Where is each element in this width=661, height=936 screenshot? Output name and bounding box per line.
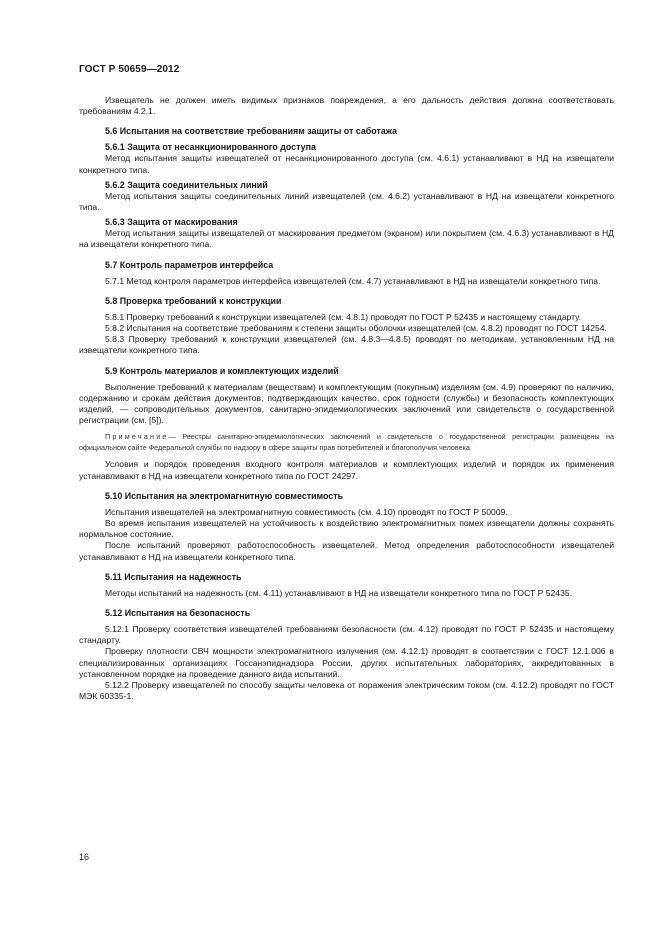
paragraph: После испытаний проверяют работоспособность извещателей. Метод определения работоспособности извещателей устанавливают в НД на извещатели конкретного типа. xyxy=(79,540,614,562)
document-body xyxy=(79,95,614,703)
paragraph: 5.8.3 Проверку требований к конструкции извещателей (см. 4.8.3—4.8.5) проводят по методикам, установленным НД на извещатели конкретного типа. xyxy=(79,334,614,356)
note-text: — Реестры санитарно-эпидемиологических заключений и свидетельств о государственной регистрации размещены на официальном сайте Федеральной службы по надзору в сфере защиты прав потребителей и благополучия человека. xyxy=(79,432,614,452)
note xyxy=(79,432,614,453)
paragraph: Во время испытания извещателей на устойчивость к воздействию электромагнитных помех извещатели должны сохранять нормальное состояние. xyxy=(79,518,614,540)
paragraph: 5.12.1 Проверку соответствия извещателей требованиям безопасности (см. 4.12) проводят по ГОСТ Р 52435 и настоящему стандарту. xyxy=(79,624,614,646)
paragraph: Выполнение требований к материалам (веществам) и комплектующим (покупным) изделиям (см. 4.9) проверяют по наличию, содержанию и срокам действия документов, подтверждающих качество, срок годности (службы) и безопасность комплектующих изделий, — сопроводительных документов, санитарно-эпидемиологических заключений или свидетельств о государственной регистрации (см. [5]). xyxy=(79,381,614,426)
paragraph: 5.12.2 Проверку извещателей по способу защиты человека от поражения электрическим током (см. 4.12.2) проводят по ГОСТ МЭК 60335-1. xyxy=(79,680,614,702)
section-heading: 5.6 Испытания на соответствие требованиям защиты от саботажа xyxy=(105,126,398,137)
section-heading: 5.7 Контроль параметров интерфейса xyxy=(105,259,274,270)
paragraph: Извещатель не должен иметь видимых признаков повреждения, а его дальность действия должна соответствовать требованиям 4.2.1. xyxy=(79,95,614,117)
section-heading: 5.8 Проверка требований к конструкции xyxy=(105,295,282,306)
subsection-heading: 5.6.2 Защита соединительных линий xyxy=(105,179,268,190)
paragraph: 5.8.2 Испытания на соответствие требованиям к степени защиты оболочки извещателей (см. 4.8.2) проводят по ГОСТ 14254. xyxy=(105,323,607,334)
subsection-heading: 5.6.1 Защита от несанкционированного доступа xyxy=(105,142,316,153)
paragraph: Условия и порядок проведения входного контроля материалов и комплектующих изделий и порядок их применения устанавливают в НД на извещатели конкретного типа по ГОСТ 24297. xyxy=(79,459,614,481)
paragraph: Методы испытаний на надежность (см. 4.11) устанавливают в НД на извещатели конкретного типа по ГОСТ Р 52435. xyxy=(105,587,573,598)
subsection-heading: 5.6.3 Защита от маскирования xyxy=(105,217,238,228)
page-number: 16 xyxy=(79,852,90,862)
document-header: ГОСТ Р 50659—2012 xyxy=(79,64,180,75)
section-heading: 5.10 Испытания на электромагнитную совместимость xyxy=(105,490,344,501)
paragraph: 5.7.1 Метод контроля параметров интерфейса извещателей (см. 4.7) устанавливают в НД на извещатели конкретного типа. xyxy=(105,275,601,286)
paragraph: 5.8.1 Проверку требований к конструкции извещателей (см. 4.8.1) проводят по ГОСТ Р 52435 и настоящему стандарту. xyxy=(105,311,581,322)
section-heading: 5.9 Контроль материалов и комплектующих изделий xyxy=(105,365,339,376)
paragraph: Метод испытания защиты соединительных линий извещателей (см. 4.6.2) устанавливают в НД на извещатели конкретного типа. xyxy=(79,190,614,213)
section-heading: 5.12 Испытания на безопасность xyxy=(105,608,251,619)
section-heading: 5.11 Испытания на надежность xyxy=(105,571,242,582)
note-label: Примечание xyxy=(105,432,169,442)
paragraph: Метод испытания защиты извещателей от несанкционированного доступа (см. 4.6.1) устанавливают в НД на извещатели конкретного типа. xyxy=(79,153,614,175)
paragraph: Испытания извещателей на электромагнитную совместимость (см. 4.10) проводят по ГОСТ Р 50009. xyxy=(105,506,508,517)
document-page xyxy=(79,64,614,703)
paragraph: Метод испытания защиты извещателей от маскирования предметом (экраном) или покрытием (см. 4.6.3) устанавливают в НД на извещатели конкретного типа. xyxy=(79,228,614,250)
paragraph: Проверку плотности СВЧ мощности электромагнитного излучения (см. 4.12.1) проводят в соответствии с ГОСТ 12.1.006 в специализированных организациях Госсанэпиднадзора России, других испытательных лабораториях, аккредитованных в установленном порядке на проведение данного вида испытаний. xyxy=(79,646,614,679)
